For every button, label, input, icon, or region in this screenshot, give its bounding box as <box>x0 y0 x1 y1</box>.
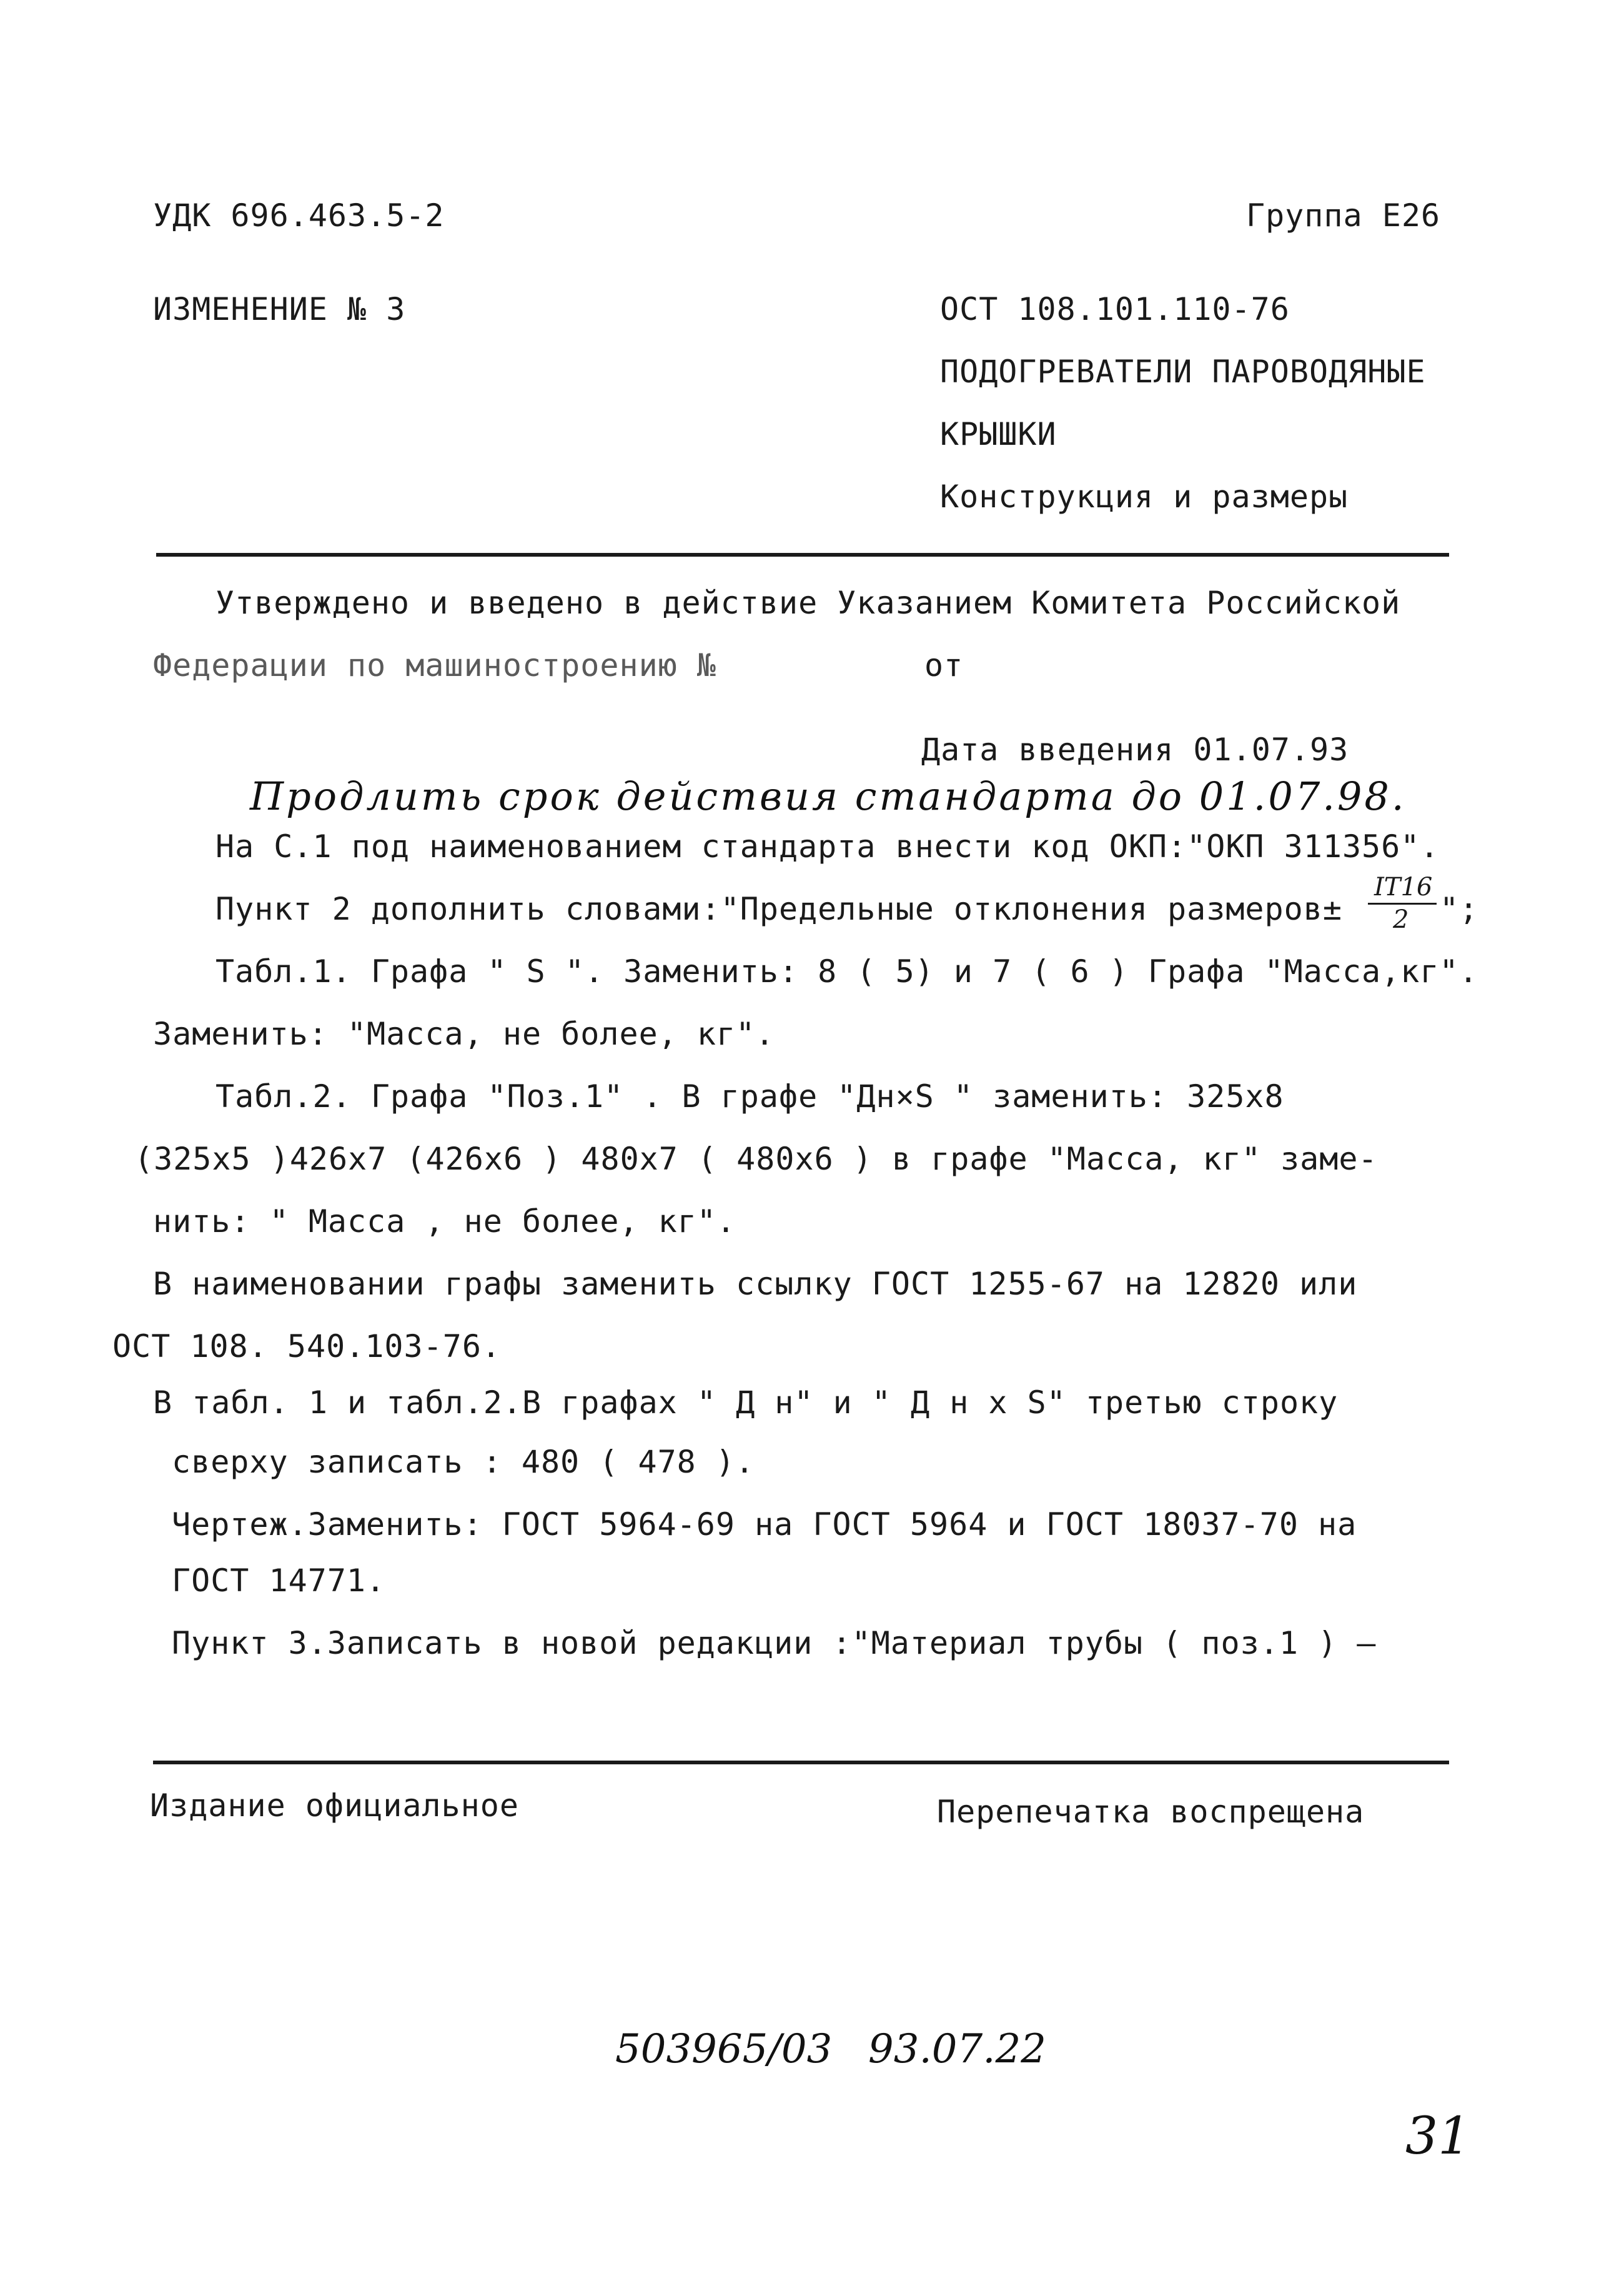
udk-code: УДК 696.463.5-2 <box>153 197 445 234</box>
standard-title-line-2: КРЫШКИ <box>940 416 1057 452</box>
standard-subtitle: Конструкция и размеры <box>940 479 1349 515</box>
body-line-2-end: "; <box>1440 891 1479 927</box>
body-line-1: На С.1 под наименованием стандарта внести код ОКП:"ОКП 311356". <box>215 828 1440 865</box>
top-divider <box>156 553 1449 557</box>
handwritten-registration-number: 503965/03 <box>615 2026 833 2072</box>
approval-from: от <box>924 647 964 683</box>
tolerance-fraction-bar <box>1368 903 1437 905</box>
page-number: 31 <box>1405 2107 1471 2166</box>
introduction-date: Дата введения 01.07.93 <box>921 732 1349 768</box>
change-number: ИЗМЕНЕНИЕ № 3 <box>153 291 406 327</box>
body-line-2: Пункт 2 дополнить словами:"Предельные отклонения размеров± <box>215 891 1342 927</box>
standard-number: ОСТ 108.101.110-76 <box>940 291 1290 327</box>
standard-title-line-1: ПОДОГРЕВАТЕЛИ ПАРОВОДЯНЫЕ <box>940 354 1426 390</box>
bottom-divider <box>153 1761 1449 1764</box>
body-line-7: нить: " Масса , не более, кг". <box>153 1203 736 1240</box>
body-line-3: Табл.1. Графа " S ". Заменить: 8 ( 5) и 7 ( 6 ) Графа "Масса,кг". <box>215 953 1478 990</box>
reprint-prohibited-label: Перепечатка воспрещена <box>937 1794 1365 1830</box>
body-line-14: Пункт 3.Записать в новой редакции :"Материал трубы ( поз.1 ) – <box>172 1625 1377 1661</box>
body-line-11: сверху записать : 480 ( 478 ). <box>172 1444 755 1480</box>
official-edition-label: Издание официальное <box>150 1787 519 1824</box>
body-line-10: В табл. 1 и табл.2.В графах " Д н" и " Д н x S" третью строку <box>153 1384 1339 1421</box>
group-code: Группа Е26 <box>1246 197 1441 234</box>
body-line-9: ОСТ 108. 540.103-76. <box>112 1328 502 1364</box>
body-line-12: Чертеж.Заменить: ГОСТ 5964-69 на ГОСТ 5964 и ГОСТ 18037-70 на <box>172 1506 1357 1543</box>
tolerance-fraction-numerator: IT16 <box>1374 873 1433 902</box>
body-line-13: ГОСТ 14771. <box>172 1563 386 1599</box>
approval-line-1: Утверждено и введено в действие Указанием Комитета Российской <box>215 585 1401 621</box>
approval-line-2: Федерации по машиностроению № <box>153 647 716 683</box>
body-line-5: Табл.2. Графа "Поз.1" . В графе "Дн×S " заменить: 325x8 <box>215 1078 1284 1115</box>
tolerance-fraction-denominator: 2 <box>1393 905 1409 934</box>
handwritten-extension-note: Продлить срок действия стандарта до 01.07.98. <box>250 773 1407 819</box>
body-line-4: Заменить: "Масса, не более, кг". <box>153 1016 775 1052</box>
body-line-6: (325x5 )426x7 (426x6 ) 480x7 ( 480x6 ) в графе "Масса, кг" заме- <box>134 1141 1378 1177</box>
body-line-8: В наименовании графы заменить ссылку ГОСТ 1255-67 на 12820 или <box>153 1266 1358 1302</box>
handwritten-registration-date: 93.07.22 <box>868 2026 1046 2072</box>
